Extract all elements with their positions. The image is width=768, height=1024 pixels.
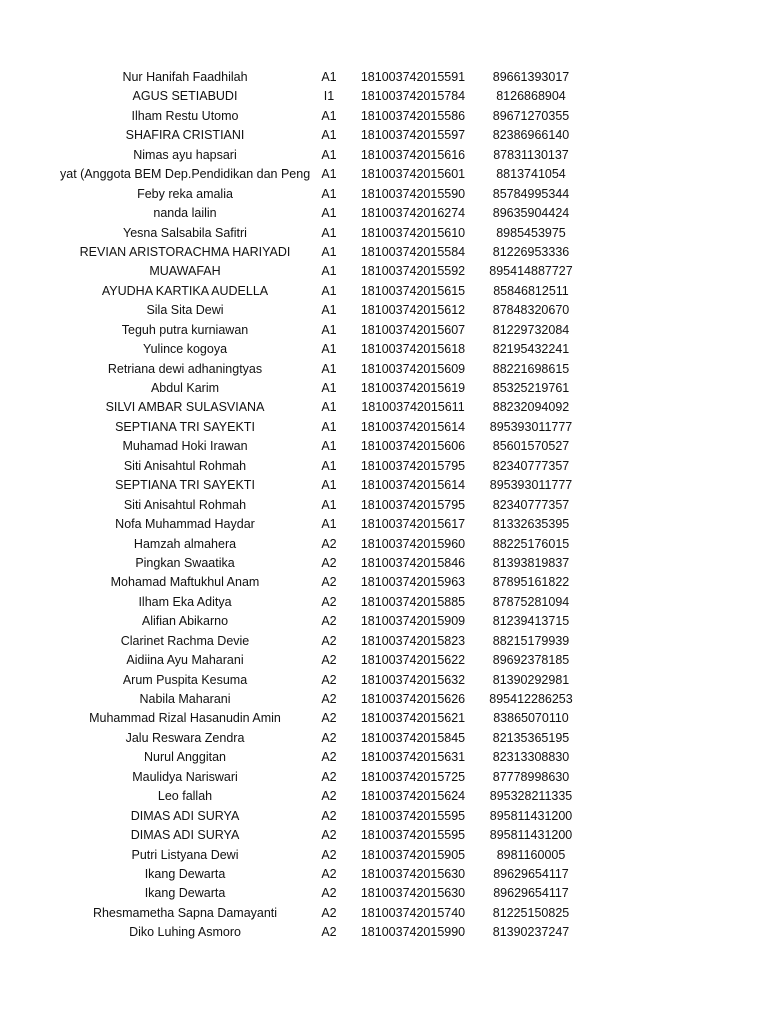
- phone-cell: 82340777357: [492, 497, 570, 512]
- nim-cell: 181003742015586: [360, 108, 466, 123]
- table-row: [0, 554, 768, 573]
- phone-cell: 895811431200: [489, 828, 573, 843]
- name-cell: Jalu Reswara Zendra: [125, 730, 245, 745]
- name-cell: Leo fallah: [157, 789, 213, 804]
- table-row: [0, 884, 768, 903]
- class-cell: A1: [321, 244, 337, 259]
- class-cell: A1: [321, 400, 337, 415]
- phone-cell: 88221698615: [492, 361, 570, 376]
- table-row: [0, 437, 768, 456]
- name-cell: AGUS SETIABUDI: [132, 89, 238, 104]
- name-cell: DIMAS ADI SURYA: [130, 828, 240, 843]
- name-cell: Arum Puspita Kesuma: [122, 672, 248, 687]
- table-row: [0, 418, 768, 437]
- phone-cell: 82135365195: [492, 730, 570, 745]
- phone-cell: 89692378185: [492, 653, 570, 668]
- phone-cell: 87875281094: [492, 594, 570, 609]
- class-cell: A1: [321, 206, 337, 221]
- class-cell: A2: [321, 536, 337, 551]
- phone-cell: 82195432241: [492, 342, 570, 357]
- name-cell: Putri Listyana Dewi: [131, 847, 239, 862]
- nim-cell: 181003742015740: [360, 905, 466, 920]
- class-cell: A2: [321, 828, 337, 843]
- nim-cell: 181003742015612: [360, 303, 466, 318]
- table-row: [0, 476, 768, 495]
- name-cell: Retriana dewi adhaningtyas: [107, 361, 263, 376]
- phone-cell: 88225176015: [492, 536, 570, 551]
- name-cell: Siti Anisahtul Rohmah: [123, 497, 247, 512]
- name-cell: Nurul Anggitan: [143, 750, 226, 765]
- nim-cell: 181003742015631: [360, 750, 466, 765]
- name-cell: nanda lailin: [153, 206, 217, 221]
- phone-cell: 895412286253: [489, 692, 573, 706]
- table-row: [0, 515, 768, 534]
- name-cell: Aidiina Ayu Maharani: [126, 653, 244, 668]
- table-row: [0, 107, 768, 126]
- name-cell: Teguh putra kurniawan: [121, 322, 249, 337]
- table-row: [0, 204, 768, 223]
- nim-cell: 181003742015909: [360, 614, 466, 629]
- nim-cell: 181003742015618: [360, 342, 466, 357]
- name-cell: Ikang Dewarta: [144, 886, 226, 901]
- class-cell: A2: [321, 594, 337, 609]
- nim-cell: 181003742015960: [360, 536, 466, 551]
- table-row: [0, 826, 768, 845]
- table-row: [0, 690, 768, 709]
- class-cell: A1: [321, 147, 337, 162]
- phone-cell: 8813741054: [496, 167, 566, 182]
- name-cell: REVIAN ARISTORACHMA HARIYADI: [79, 244, 291, 259]
- phone-cell: 895393011777: [489, 478, 573, 493]
- class-cell: A2: [321, 653, 337, 668]
- class-cell: A2: [321, 692, 337, 706]
- class-cell: A2: [321, 886, 337, 901]
- table-row: [0, 165, 768, 184]
- class-cell: A1: [321, 497, 337, 512]
- name-cell: Nofa Muhammad Haydar: [115, 517, 255, 532]
- class-cell: A2: [321, 575, 337, 590]
- name-cell: SEPTIANA TRI SAYEKTI: [115, 419, 255, 434]
- table-row: [0, 457, 768, 476]
- phone-cell: 89661393017: [492, 70, 570, 84]
- spreadsheet-table: [0, 68, 768, 943]
- nim-cell: 181003742015963: [360, 575, 466, 590]
- class-cell: A1: [321, 322, 337, 337]
- phone-cell: 81225150825: [492, 905, 570, 920]
- class-cell: A1: [321, 439, 337, 454]
- nim-cell: 181003742015632: [360, 672, 466, 687]
- nim-cell: 181003742015905: [360, 847, 466, 862]
- phone-cell: 87778998630: [492, 769, 570, 784]
- name-cell: AYUDHA KARTIKA AUDELLA: [101, 283, 269, 298]
- table-row: [0, 573, 768, 592]
- nim-cell: 181003742016274: [360, 206, 466, 221]
- phone-cell: 81229732084: [492, 322, 570, 337]
- table-row: [0, 321, 768, 340]
- phone-cell: 85601570527: [492, 439, 570, 454]
- class-cell: A1: [321, 264, 337, 279]
- name-cell: DIMAS ADI SURYA: [130, 808, 240, 823]
- table-row: [0, 612, 768, 631]
- table-row: [0, 224, 768, 243]
- table-row: [0, 535, 768, 554]
- nim-cell: 181003742015597: [360, 128, 466, 143]
- class-cell: A1: [321, 186, 337, 201]
- name-cell: Mohamad Maftukhul Anam: [110, 575, 260, 590]
- class-cell: A2: [321, 925, 337, 940]
- nim-cell: 181003742015609: [360, 361, 466, 376]
- phone-cell: 81239413715: [492, 614, 570, 629]
- name-cell: MUAWAFAH: [149, 264, 221, 279]
- nim-cell: 181003742015619: [360, 381, 466, 395]
- table-row: [0, 787, 768, 806]
- table-row: [0, 340, 768, 359]
- class-cell: A1: [321, 342, 337, 357]
- nim-cell: 181003742015617: [360, 517, 466, 532]
- name-cell: Maulidya Nariswari: [132, 769, 238, 784]
- nim-cell: 181003742015614: [360, 419, 466, 434]
- name-cell: Ilham Restu Utomo: [131, 108, 239, 123]
- table-row: [0, 768, 768, 787]
- name-cell: Nabila Maharani: [139, 692, 231, 706]
- class-cell: A1: [321, 381, 337, 395]
- name-cell: Nimas ayu hapsari: [133, 147, 237, 162]
- nim-cell: 181003742015795: [360, 497, 466, 512]
- class-cell: A2: [321, 750, 337, 765]
- phone-cell: 82313308830: [492, 750, 570, 765]
- nim-cell: 181003742015614: [360, 478, 466, 493]
- phone-cell: 89671270355: [492, 108, 570, 123]
- nim-cell: 181003742015990: [360, 925, 466, 940]
- phone-cell: 8126868904: [496, 89, 566, 104]
- table-row: [0, 282, 768, 301]
- nim-cell: 181003742015795: [360, 458, 466, 473]
- phone-cell: 88232094092: [492, 400, 570, 415]
- table-row: [0, 904, 768, 923]
- table-row: [0, 87, 768, 106]
- class-cell: A2: [321, 866, 337, 881]
- class-cell: A2: [321, 672, 337, 687]
- phone-cell: 895393011777: [489, 419, 573, 434]
- nim-cell: 181003742015630: [360, 866, 466, 881]
- table-row: [0, 651, 768, 670]
- name-cell: Ilham Eka Aditya: [138, 594, 232, 609]
- table-row: [0, 807, 768, 826]
- table-row: [0, 923, 768, 942]
- table-row: [0, 846, 768, 865]
- class-cell: A1: [321, 225, 337, 240]
- nim-cell: 181003742015845: [360, 730, 466, 745]
- table-row: [0, 146, 768, 165]
- nim-cell: 181003742015607: [360, 322, 466, 337]
- name-cell: Clarinet Rachma Devie: [120, 633, 250, 648]
- class-cell: A1: [321, 458, 337, 473]
- table-row: [0, 709, 768, 728]
- nim-cell: 181003742015610: [360, 225, 466, 240]
- nim-cell: 181003742015584: [360, 244, 466, 259]
- name-cell: Ikang Dewarta: [144, 866, 226, 881]
- class-cell: A1: [321, 128, 337, 143]
- name-cell: Hamzah almahera: [133, 536, 237, 551]
- phone-cell: 8985453975: [496, 225, 566, 240]
- nim-cell: 181003742015725: [360, 769, 466, 784]
- name-cell: Diko Luhing Asmoro: [129, 925, 241, 940]
- class-cell: A2: [321, 905, 337, 920]
- class-cell: A2: [321, 808, 337, 823]
- table-row: [0, 865, 768, 884]
- nim-cell: 181003742015626: [360, 692, 466, 706]
- nim-cell: 181003742015616: [360, 147, 466, 162]
- name-cell: Yesna Salsabila Safitri: [123, 225, 247, 240]
- nim-cell: 181003742015595: [360, 808, 466, 823]
- table-row: [0, 671, 768, 690]
- name-cell: Alifian Abikarno: [141, 614, 229, 629]
- phone-cell: 82386966140: [492, 128, 570, 143]
- phone-cell: 81393819837: [492, 555, 570, 570]
- name-cell: Sila Sita Dewi: [146, 303, 224, 318]
- class-cell: A1: [321, 283, 337, 298]
- table-row: [0, 496, 768, 515]
- nim-cell: 181003742015595: [360, 828, 466, 843]
- table-row: [0, 262, 768, 281]
- nim-cell: 181003742015630: [360, 886, 466, 901]
- name-cell: SILVI AMBAR SULASVIANA: [105, 400, 265, 415]
- table-row: [0, 185, 768, 204]
- table-row: [0, 301, 768, 320]
- nim-cell: 181003742015624: [360, 789, 466, 804]
- table-row: [0, 126, 768, 145]
- name-cell: Abdul Karim: [150, 381, 220, 395]
- phone-cell: 89629654117: [493, 866, 569, 881]
- name-cell: Rhesmametha Sapna Damayanti: [92, 905, 278, 920]
- phone-cell: 88215179939: [492, 633, 570, 648]
- nim-cell: 181003742015885: [360, 594, 466, 609]
- phone-cell: 89629654117: [493, 886, 569, 901]
- table-row: [0, 68, 768, 87]
- class-cell: A2: [321, 769, 337, 784]
- name-cell: Pingkan Swaatika: [135, 555, 235, 570]
- name-cell: Feby reka amalia: [137, 186, 233, 201]
- nim-cell: 181003742015823: [360, 633, 466, 648]
- name-cell: Siti Anisahtul Rohmah: [123, 458, 247, 473]
- name-cell: Muhammad Rizal Hasanudin Amin: [89, 711, 281, 726]
- phone-cell: 81390292981: [492, 672, 570, 687]
- nim-cell: 181003742015592: [360, 264, 466, 279]
- class-cell: A2: [321, 711, 337, 726]
- nim-cell: 181003742015591: [360, 70, 466, 84]
- nim-cell: 181003742015611: [361, 400, 465, 415]
- table-row: [0, 379, 768, 398]
- nim-cell: 181003742015621: [360, 711, 466, 726]
- class-cell: A2: [321, 789, 337, 804]
- class-cell: A2: [321, 730, 337, 745]
- name-cell: yat (Anggota BEM Dep.Pendidikan dan Peng: [60, 167, 310, 182]
- table-row: [0, 729, 768, 748]
- class-cell: A2: [321, 614, 337, 629]
- table-row: [0, 593, 768, 612]
- nim-cell: 181003742015622: [360, 653, 466, 668]
- phone-cell: 895414887727: [489, 264, 573, 279]
- class-cell: A1: [321, 167, 337, 182]
- name-cell: Nur Hanifah Faadhilah: [122, 70, 248, 84]
- table-row: [0, 360, 768, 379]
- class-cell: I1: [323, 89, 335, 104]
- phone-cell: 82340777357: [492, 458, 570, 473]
- nim-cell: 181003742015606: [360, 439, 466, 454]
- table-row: [0, 243, 768, 262]
- phone-cell: 85784995344: [492, 186, 570, 201]
- phone-cell: 895811431200: [489, 808, 573, 823]
- class-cell: A1: [321, 361, 337, 376]
- class-cell: A1: [321, 303, 337, 318]
- phone-cell: 895328211335: [489, 789, 573, 804]
- phone-cell: 81226953336: [492, 244, 570, 259]
- name-cell: SHAFIRA CRISTIANI: [125, 128, 245, 143]
- table-row: [0, 748, 768, 767]
- name-cell: SEPTIANA TRI SAYEKTI: [115, 478, 255, 493]
- phone-cell: 87848320670: [492, 303, 570, 318]
- phone-cell: 87895161822: [492, 575, 570, 590]
- nim-cell: 181003742015615: [360, 283, 466, 298]
- phone-cell: 83865070110: [493, 711, 569, 726]
- class-cell: A1: [321, 419, 337, 434]
- phone-cell: 85846812511: [493, 283, 569, 298]
- phone-cell: 87831130137: [493, 147, 569, 162]
- nim-cell: 181003742015846: [360, 555, 466, 570]
- class-cell: A2: [321, 847, 337, 862]
- class-cell: A1: [321, 70, 337, 84]
- table-row: [0, 632, 768, 651]
- class-cell: A1: [321, 517, 337, 532]
- phone-cell: 85325219761: [492, 381, 570, 395]
- phone-cell: 81332635395: [492, 517, 570, 532]
- phone-cell: 81390237247: [492, 925, 570, 940]
- class-cell: A2: [321, 555, 337, 570]
- class-cell: A1: [321, 108, 337, 123]
- phone-cell: 89635904424: [492, 206, 570, 221]
- class-cell: A2: [321, 633, 337, 648]
- name-cell: Yulince kogoya: [142, 342, 228, 357]
- nim-cell: 181003742015784: [360, 89, 466, 104]
- nim-cell: 181003742015601: [360, 167, 466, 182]
- nim-cell: 181003742015590: [360, 186, 466, 201]
- table-row: [0, 398, 768, 417]
- name-cell: Muhamad Hoki Irawan: [122, 439, 248, 454]
- class-cell: A1: [321, 478, 337, 493]
- phone-cell: 8981160005: [496, 847, 566, 862]
